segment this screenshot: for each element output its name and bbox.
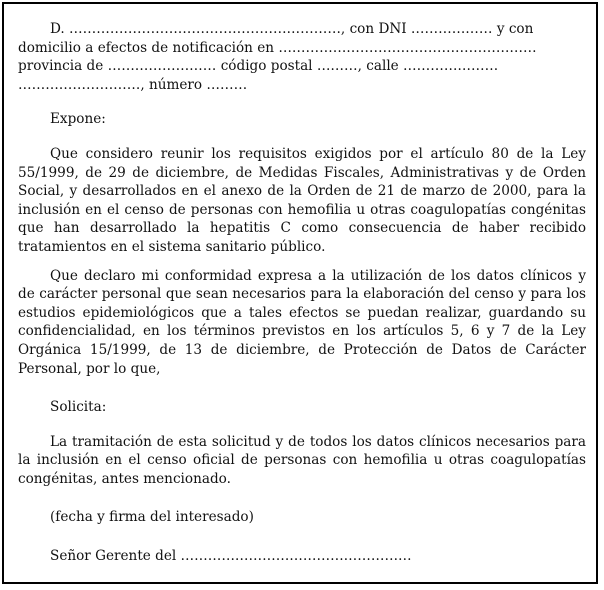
solicita-paragraph: La tramitación de esta solicitud y de todos los datos clínicos necesarios para la inclusión en el censo oficial de personas con hemofilia u otras coagulopatías congénitas, antes mencionado. bbox=[18, 433, 586, 487]
spacer bbox=[18, 417, 586, 433]
expone-heading: Expone: bbox=[50, 111, 106, 128]
expone-paragraph-requirements: Que considero reunir los requisitos exigidos por el artículo 80 de la Ley 55/1999, de 29 de diciembre, de Medidas Fiscales, Administrativas y de Orden Social, y desarrollados en el anexo de la Orden de 21 de marzo de 2000, para la inclusión en el censo de personas con hemofilia u otras coagulopatías congénitas que han desarrollado la hepatitis C como consecuencia de haber recibido tratamientos en el sistema sanitario público. bbox=[18, 145, 586, 255]
spacer bbox=[18, 129, 586, 145]
spacer bbox=[18, 378, 586, 398]
document-frame bbox=[2, 2, 598, 584]
form-document bbox=[18, 20, 586, 566]
spacer bbox=[18, 527, 586, 547]
spacer bbox=[18, 257, 586, 267]
applicant-details-paragraph: D. ……………………………………………………, con DNI ……………… y con domicilio a efectos de notificación en ………………………………………………… provincia de …………………… código postal ………, calle ………………… ………………………, número ……… bbox=[18, 21, 537, 93]
signature-note: (fecha y firma del interesado) bbox=[50, 509, 254, 526]
addressee-line: Señor Gerente del …………………………………………… bbox=[50, 548, 412, 565]
solicita-heading: Solicita: bbox=[50, 399, 107, 416]
expone-paragraph-consent: Que declaro mi conformidad expresa a la utilización de los datos clínicos y de carácter personal que sean necesarios para la elaboración del censo y para los estudios epidemiológicos que a tales efectos se puedan realizar, guardando su confidencialidad, en los términos previstos en los artículos 5, 6 y 7 de la Ley Orgánica 15/1999, de 13 de diciembre, de Protección de Datos de Carácter Personal, por lo que, bbox=[18, 267, 586, 377]
spacer bbox=[18, 94, 586, 110]
spacer bbox=[18, 488, 586, 508]
